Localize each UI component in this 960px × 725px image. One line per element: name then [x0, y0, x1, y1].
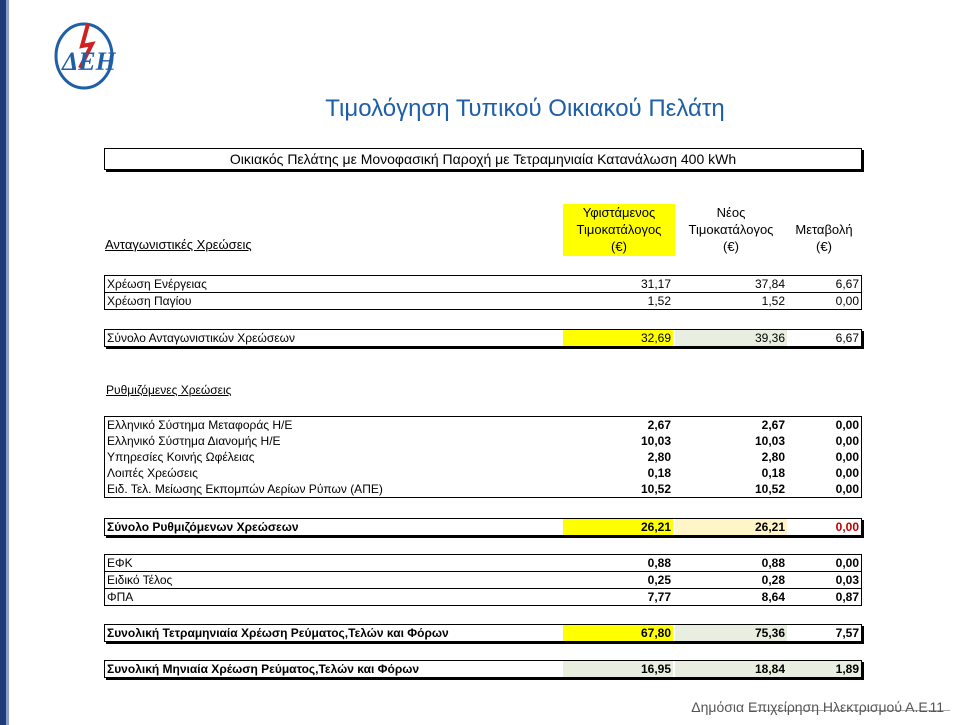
table-row: Ειδ. Τελ. Μείωσης Εκπομπών Αερίων Ρύπων (ΑΠΕ) 10,52 10,52 0,00	[107, 482, 859, 496]
competitive-table	[104, 275, 862, 310]
competitive-total-row: Σύνολο Ανταγωνιστικών Χρεώσεων 32,69 39,36 6,67	[104, 329, 862, 347]
four-month-total-row: Συνολική Τετραμηνιαία Χρέωση Ρεύματος,Τελών και Φόρων 67,80 75,36 7,57	[104, 624, 862, 642]
subtitle-box	[104, 148, 862, 170]
competitive-charges-header: Ανταγωνιστικές Χρεώσεις	[105, 237, 252, 252]
page-number: 11	[929, 699, 944, 715]
subtitle-text: Οικιακός Πελάτης με Μονοφασική Παροχή με Τετραμηνιαία Κατανάλωση 400 kWh	[229, 151, 737, 167]
table-row: Ελληνικό Σύστημα Διανομής Η/Ε 10,03 10,03 0,00	[107, 434, 859, 448]
table-row: Ελληνικό Σύστημα Μεταφοράς Η/Ε 2,67 2,67 0,00	[107, 418, 859, 432]
monthly-total-row: Συνολική Μηνιαία Χρέωση Ρεύματος,Τελών και Φόρων 16,95 18,84 1,89	[104, 660, 862, 678]
col-header-change: Μεταβολή (€)	[795, 222, 853, 254]
table-row: ΦΠΑ 7,77 8,64 0,87	[107, 590, 859, 604]
col-header-existing: Υφιστάμενος Τιμοκατάλογος (€)	[563, 204, 675, 256]
dei-logo	[52, 20, 116, 92]
table-row: Χρέωση Παγίου 1,52 1,52 0,00	[107, 294, 859, 308]
table-row: Λοιπές Χρεώσεις 0,18 0,18 0,00	[107, 466, 859, 480]
table-row: Υπηρεσίες Κοινής Ωφέλειας 2,80 2,80 0,00	[107, 450, 859, 464]
col-header-new: Νέος Τιμοκατάλογος (€)	[688, 205, 774, 254]
table-row: ΕΦΚ 0,88 0,88 0,00	[107, 556, 859, 570]
logo-text: ΔΕΗ	[62, 47, 116, 76]
footer	[691, 699, 944, 715]
regulated-charges-header: Ρυθμιζόμενες Χρεώσεις	[106, 383, 232, 397]
table-row: Χρέωση Ενέργειας 31,17 37,84 6,67	[107, 277, 859, 291]
regulated-table	[104, 416, 862, 498]
footer-company: Δημόσια Επιχείρηση Ηλεκτρισμού Α.Ε.	[691, 699, 932, 715]
regulated-total-row: Σύνολο Ρυθμιζόμενων Χρεώσεων 26,21 26,21 0,00	[104, 518, 862, 536]
page-title: Τιμολόγηση Τυπικού Οικιακού Πελάτη	[325, 95, 725, 122]
table-row: Ειδικό Τέλος 0,25 0,28 0,03	[107, 573, 859, 587]
taxes-table	[104, 554, 862, 606]
